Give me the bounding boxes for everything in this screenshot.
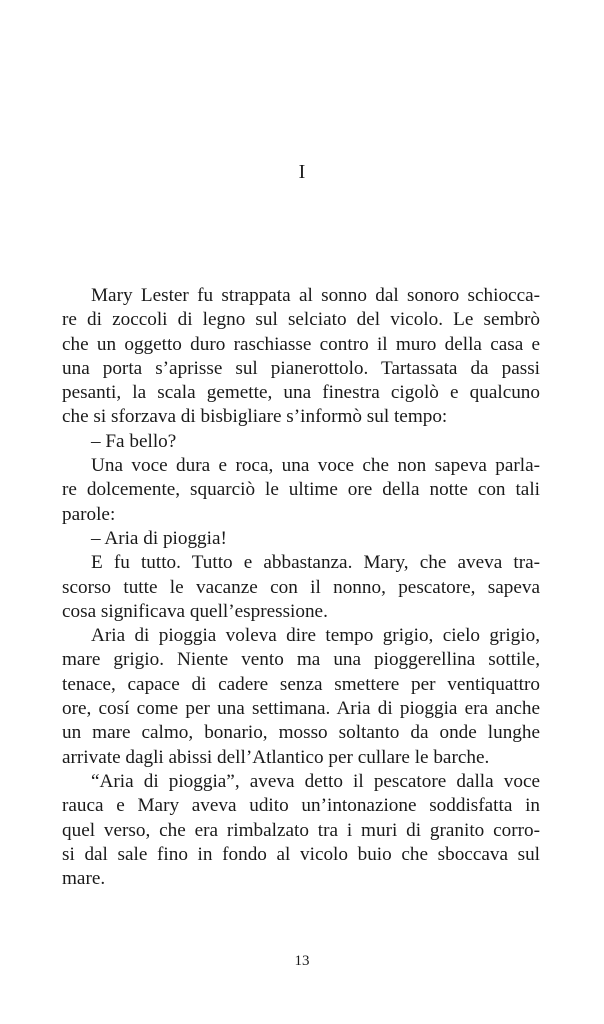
text-line: E fu tutto. Tutto e abbastanza. Mary, che aveva tra-	[91, 552, 540, 574]
text-line: arrivate dagli abissi dell’Atlantico per cullare le barche.	[62, 746, 490, 768]
text-line: re dolcemente, squarciò le ultime ore della notte con tali	[62, 479, 540, 501]
text-line: ore, cosí come per una settimana. Aria di pioggia era anche	[62, 698, 540, 720]
text-line: che si sforzava di bisbigliare s’informò sul tempo:	[62, 406, 448, 428]
text-line: – Aria di pioggia!	[91, 527, 227, 549]
text-line: si dal sale fino in fondo al vicolo buio che sboccava sul	[62, 843, 540, 865]
text-line: re di zoccoli di legno sul selciato del vicolo. Le sembrò	[62, 309, 540, 331]
text-line: quel verso, che era rimbalzato tra i muri di granito corro-	[62, 819, 540, 841]
text-line: scorso tutte le vacanze con il nonno, pescatore, sapeva	[62, 576, 540, 598]
text-line: mare.	[62, 868, 106, 890]
chapter-heading: I	[298, 161, 306, 183]
text-line: Una voce dura e roca, una voce che non sapeva parla-	[91, 455, 540, 477]
text-line: un mare calmo, bonario, mosso soltanto da onde lunghe	[62, 722, 540, 744]
text-line: Aria di pioggia voleva dire tempo grigio, cielo grigio,	[91, 625, 540, 647]
text-line: mare grigio. Niente vento ma una pioggerellina sottile,	[62, 649, 540, 671]
text-line: parole:	[62, 503, 116, 525]
text-line: cosa significava quell’espressione.	[62, 600, 328, 622]
text-line: rauca e Mary aveva udito un’intonazione soddisfatta in	[62, 795, 540, 817]
text-line: tenace, capace di cadere senza smettere per ventiquattro	[62, 673, 540, 695]
text-line: che un oggetto duro raschiasse contro il muro della casa e	[62, 333, 540, 355]
body-text	[62, 284, 540, 891]
text-line: una porta s’aprisse sul pianerottolo. Tartassata da passi	[62, 357, 540, 379]
text-line: “Aria di pioggia”, aveva detto il pescatore dalla voce	[91, 770, 540, 792]
text-line: pesanti, la scala gemette, una finestra cigolò e qualcuno	[62, 382, 540, 404]
text-line: – Fa bello?	[91, 430, 177, 452]
page-number: 13	[294, 953, 310, 969]
text-line: Mary Lester fu strappata al sonno dal sonoro schiocca-	[91, 285, 540, 306]
